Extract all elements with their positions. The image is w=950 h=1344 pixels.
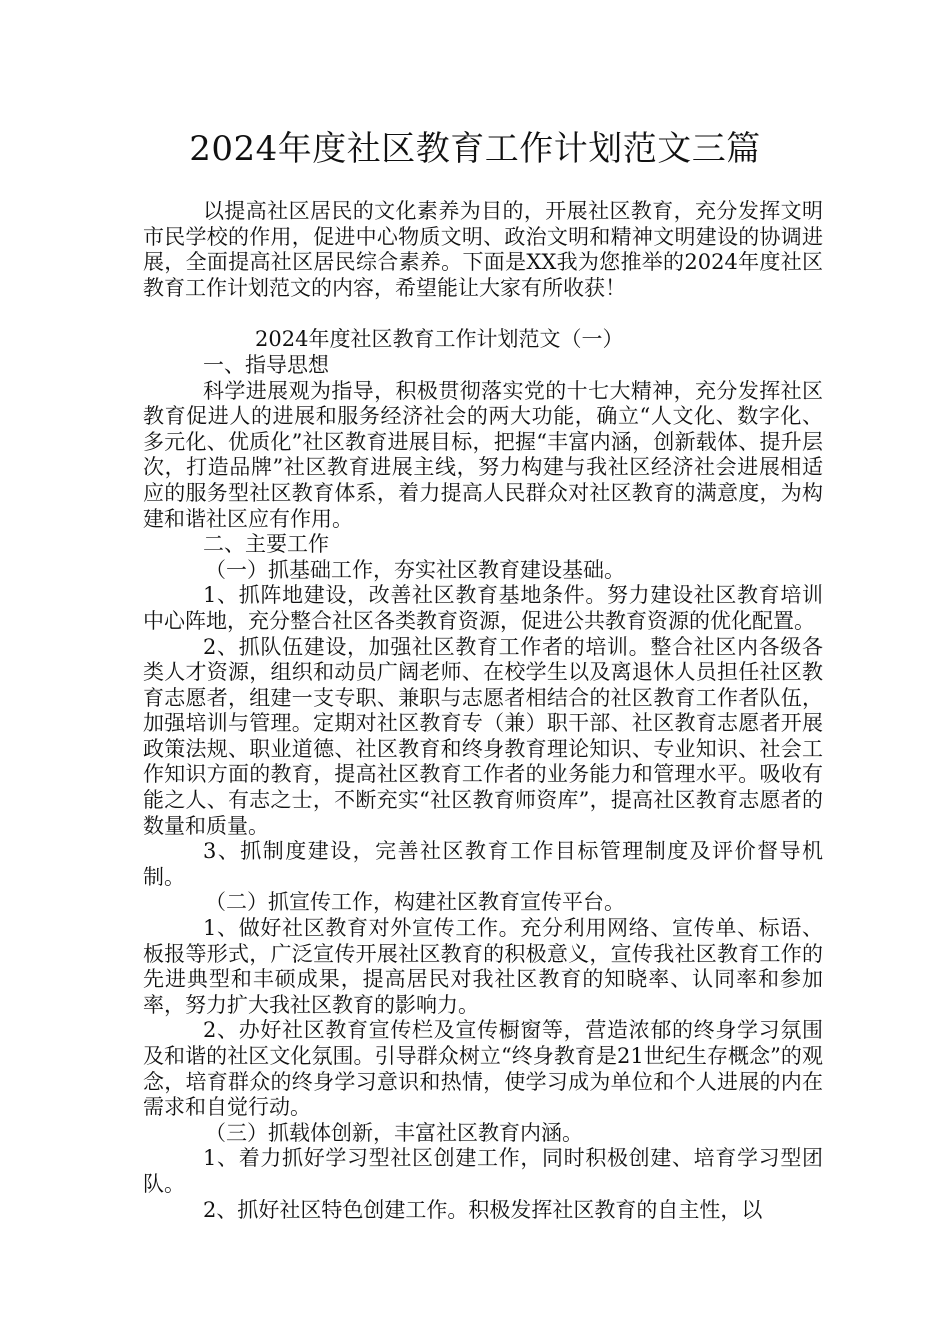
subheading-publicity: （二）抓宣传工作，构建社区教育宣传平台。 — [205, 890, 625, 915]
paragraph-item: 3、抓制度建设，完善社区教育工作目标管理制度及评价督导机制。 — [143, 839, 823, 889]
section-title: 2024年度社区教育工作计划范文（一） — [255, 327, 624, 352]
paragraph-item: 1、做好社区教育对外宣传工作。充分利用网络、宣传单、标语、板报等形式，广泛宣传开展社区教育的积极意义，宣传我社区教育工作的先进典型和丰硕成果，提高居民对我社区教育的知晓率、认同率和参加率，努力扩大我社区教育的影响力。 — [143, 916, 823, 1017]
paragraph-item: 2、抓队伍建设，加强社区教育工作者的培训。整合社区内各级各类人才资源，组织和动员广阔老师、在校学生以及离退休人员担任社区教育志愿者，组建一支专职、兼职与志愿者相结合的社区教育工作者队伍，加强培训与管理。定期对社区教育专（兼）职干部、社区教育志愿者开展政策法规、职业道德、社区教育和终身教育理论知识、专业知识、社会工作知识方面的教育，提高社区教育工作者的业务能力和管理水平。吸收有能之人、有志之士，不断充实“社区教育师资库”，提高社区教育志愿者的数量和质量。 — [143, 634, 823, 838]
heading-guiding-thought: 一、指导思想 — [203, 352, 329, 377]
subheading-innovation: （三）抓载体创新，丰富社区教育内涵。 — [205, 1120, 583, 1145]
subheading-basic-work: （一）抓基础工作，夯实社区教育建设基础。 — [205, 557, 625, 582]
spacer — [143, 301, 823, 327]
document-body — [143, 199, 823, 1223]
paragraph-item: 1、着力抓好学习型社区创建工作，同时积极创建、培育学习型团队。 — [143, 1146, 823, 1196]
document-title: 2024年度社区教育工作计划范文三篇 — [189, 129, 761, 169]
paragraph-item: 2、抓好社区特色创建工作。积极发挥社区教育的自主性，以 — [203, 1197, 763, 1222]
heading-main-work: 二、主要工作 — [203, 532, 329, 557]
paragraph-item: 1、抓阵地建设，改善社区教育基地条件。努力建设社区教育培训中心阵地，充分整合社区各类教育资源，促进公共教育资源的优化配置。 — [143, 583, 823, 633]
intro-paragraph: 以提高社区居民的文化素养为目的，开展社区教育，充分发挥文明市民学校的作用，促进中心物质文明、政治文明和精神文明建设的协调进展，全面提高社区居民综合素养。下面是XX我为您推举的2024年度社区教育工作计划范文的内容，希望能让大家有所收获！ — [143, 199, 823, 300]
paragraph-guiding-thought: 科学进展观为指导，积极贯彻落实党的十七大精神，充分发挥社区教育促进人的进展和服务经济社会的两大功能，确立“人文化、数字化、多元化、优质化”社区教育进展目标，把握“丰富内涵，创新载体、提升层次，打造品牌”社区教育进展主线，努力构建与我社区经济社会进展相适应的服务型社区教育体系，着力提高人民群众对社区教育的满意度，为构建和谐社区应有作用。 — [143, 378, 823, 531]
paragraph-item: 2、办好社区教育宣传栏及宣传橱窗等，营造浓郁的终身学习氛围及和谐的社区文化氛围。引导群众树立“终身教育是21世纪生存概念”的观念，培育群众的终身学习意识和热情，使学习成为单位和个人进展的内在需求和自觉行动。 — [143, 1018, 823, 1120]
